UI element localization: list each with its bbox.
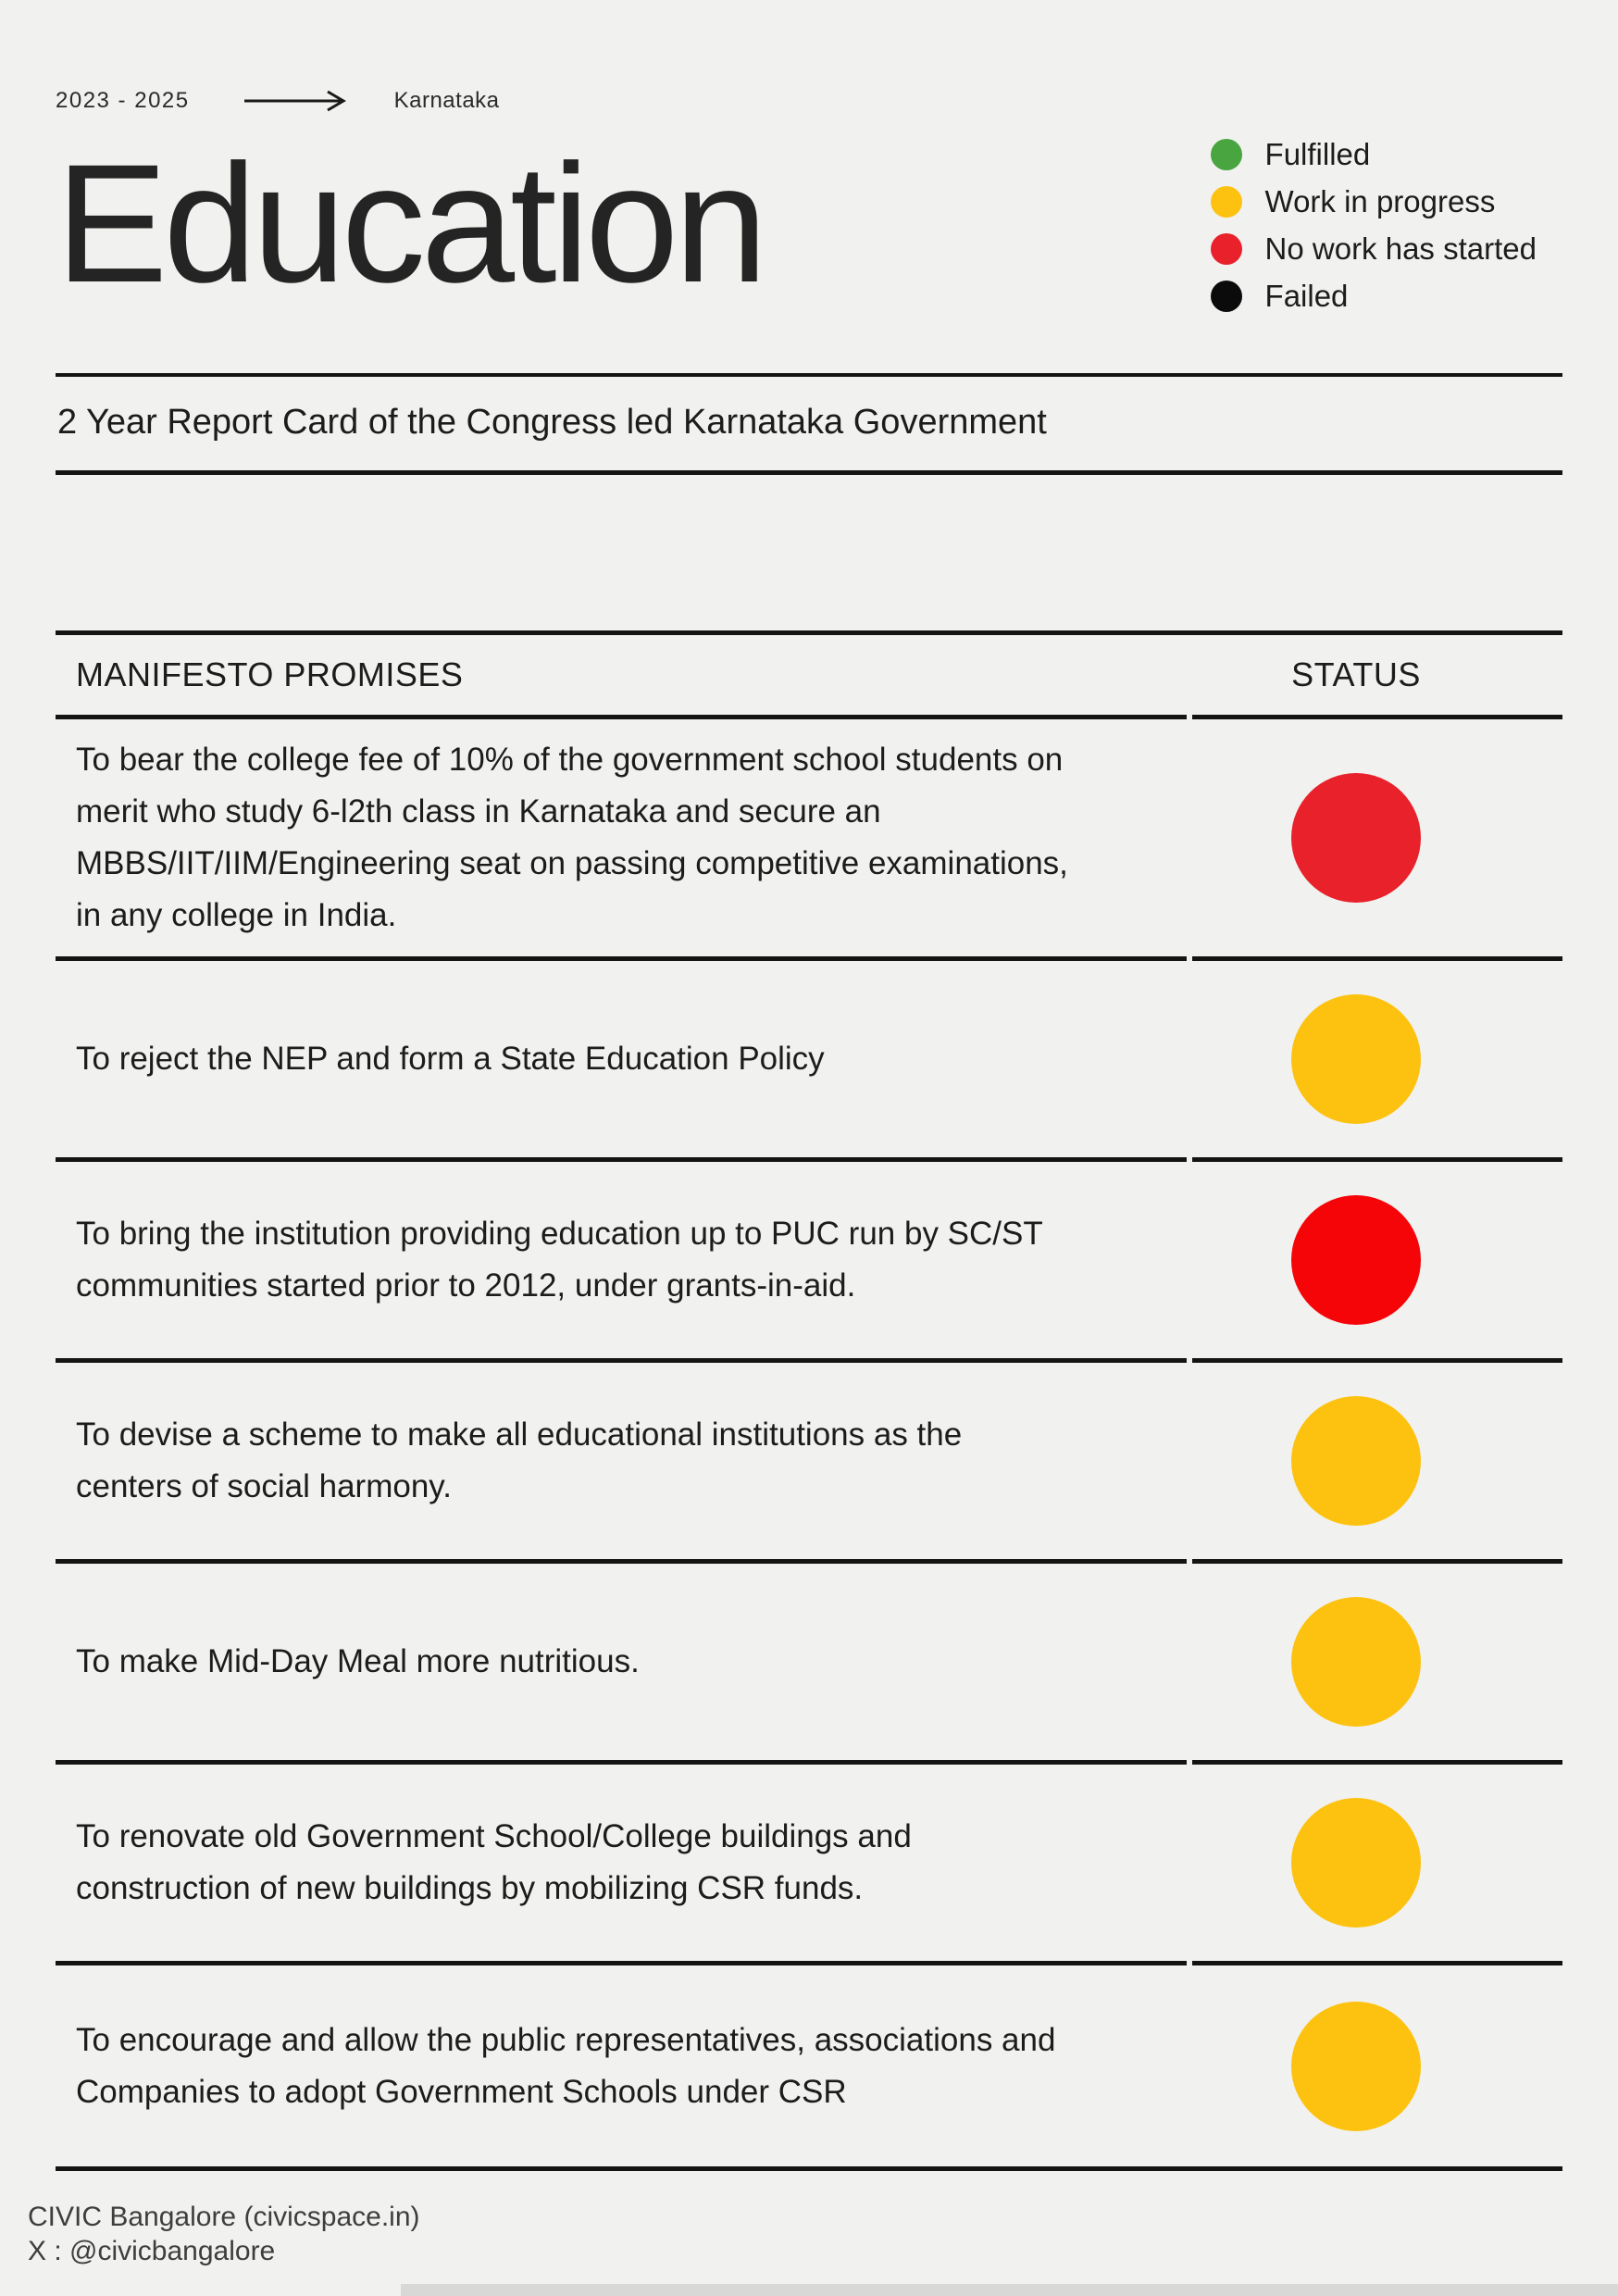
promise-cell [56,1965,1187,2166]
promise-text: To bear the college fee of 10% of the government school students on merit who study 6-l2th class in Karnataka and secure an MBBS/IIT/IIM/Engineering seat on passing competitive examinations, in any college in India. [76,742,1068,933]
status-dot [1291,1195,1421,1325]
promise-text: To renovate old Government School/College buildings and construction of new buildings by mobilizing CSR funds. [76,1818,912,1906]
promises-table-body [56,719,1562,2166]
divider-subtitle [56,470,1562,475]
promise-cell [56,719,1187,961]
table-row [56,1965,1562,2166]
header-row [56,114,1562,318]
meta-row [56,0,1562,114]
status-dot [1291,2002,1421,2131]
promise-cell [56,961,1187,1162]
status-dot [1291,773,1421,903]
legend-label: Fulfilled [1264,137,1371,171]
legend-label: Work in progress [1264,184,1496,218]
promises-column-header: MANIFESTO PROMISES [56,635,1187,719]
table-row [56,1363,1562,1564]
promise-text: To devise a scheme to make all educational institutions as the centers of social harmony. [76,1416,963,1504]
legend-dot [1211,186,1242,218]
table-row [56,1162,1562,1363]
table-bottom-rule [56,2166,1562,2171]
subtitle: 2 Year Report Card of the Congress led Karnataka Government [57,403,1047,442]
legend-label: No work has started [1264,231,1537,266]
footer-social: X : @civicbangalore [28,2236,276,2266]
table-header [56,635,1562,719]
status-cell [1192,1765,1562,1965]
table-row [56,719,1562,961]
status-cell [1192,1965,1562,2166]
status-dot [1291,1396,1421,1526]
table-row [56,961,1562,1162]
table-row [56,1564,1562,1765]
promise-cell [56,1564,1187,1765]
promise-text: To reject the NEP and form a State Education Policy [76,1041,825,1077]
status-cell [1192,1162,1562,1363]
arrow-icon [243,89,350,113]
footer [28,2200,420,2268]
promise-text: To bring the institution providing education up to PUC run by SC/ST communities started prior to 2012, under grants-in-aid. [76,1216,1043,1304]
status-cell [1192,961,1562,1162]
promise-text: To make Mid-Day Meal more nutritious. [76,1643,640,1679]
status-dot [1291,1597,1421,1727]
legend-dot [1211,281,1242,312]
legend-item [1211,279,1537,314]
region-label: Karnataka [393,88,500,113]
status-cell [1192,1564,1562,1765]
legend-dot [1211,139,1242,170]
legend-item [1211,137,1537,172]
status-column-header: STATUS [1192,635,1562,719]
promise-text: To encourage and allow the public representatives, associations and Companies to adopt Government Schools under CSR [76,2021,1056,2110]
legend-item [1211,231,1537,267]
table-row [56,1765,1562,1965]
legend-dot [1211,233,1242,265]
status-cell [1192,1363,1562,1564]
promise-cell [56,1162,1187,1363]
promise-cell [56,1765,1187,1965]
legend-item [1211,184,1537,219]
status-cell [1192,719,1562,961]
promises-table [56,630,1562,2171]
legend [1211,137,1562,314]
promise-cell [56,1363,1187,1564]
bottom-strip [401,2284,1618,2296]
legend-label: Failed [1264,279,1349,313]
status-dot [1291,994,1421,1124]
footer-org: CIVIC Bangalore (civicspace.in) [28,2202,420,2232]
period-label: 2023 - 2025 [56,88,190,113]
status-dot [1291,1798,1421,1928]
page-title: Education [56,129,764,318]
